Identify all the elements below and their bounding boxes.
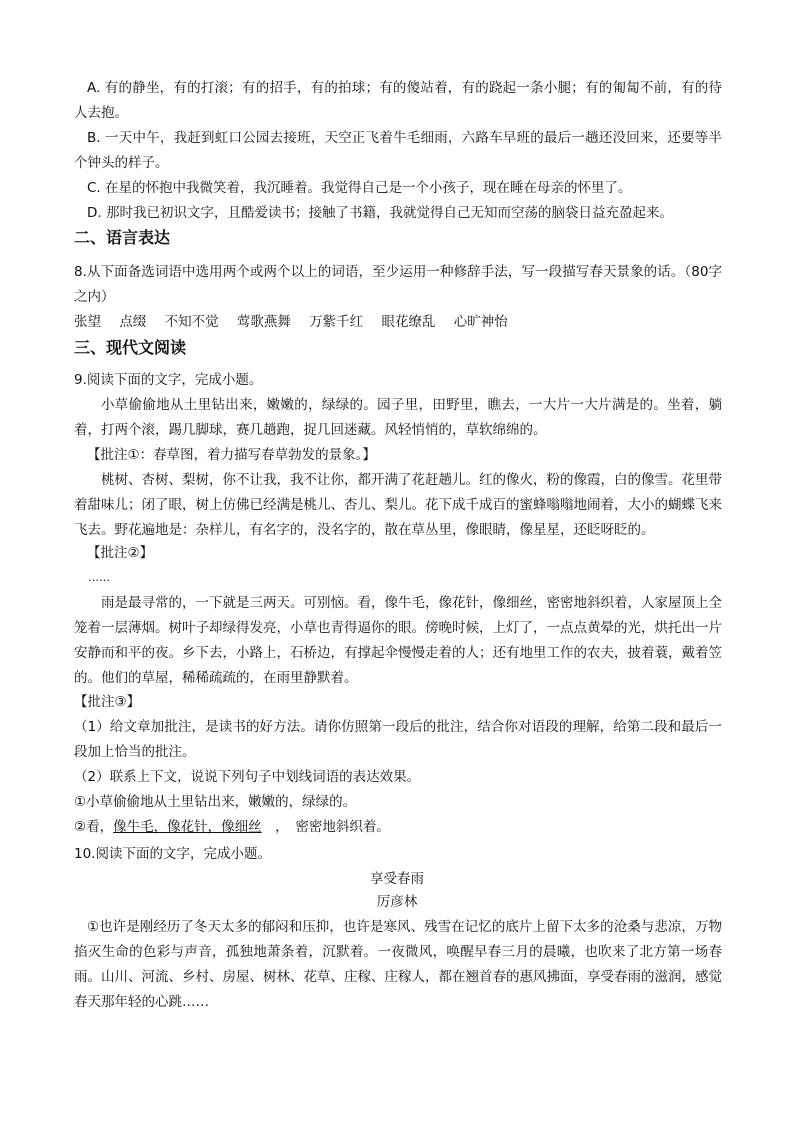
passage-paragraph-1: 小草偷偷地从土里钻出来，嫩嫩的，绿绿的。园子里，田野里，瞧去，一大片一大片满是的。坐着，躺着，打两个滚，踢几脚球，赛几趟跑，捉几回迷藏。风轻悄悄的，草软绵绵的。 [74, 397, 722, 438]
word-option: 点缀 [119, 314, 147, 330]
word-option: 眼花缭乱 [381, 314, 436, 330]
word-option: 张望 [74, 314, 101, 330]
article-author: 厉彦林 [376, 894, 418, 910]
sub-question-2: （2）联系上下文，说说下列句子中划线词语的表达效果。 [74, 769, 421, 785]
word-option: 不知不觉 [164, 314, 219, 330]
word-option: 万紫千红 [309, 314, 364, 330]
question-9: 9.阅读下面的文字，完成小题。 [74, 372, 263, 388]
sub-question-1: （1）给文章加批注，是读书的好方法。请你仿照第一段后的批注，结合你对语段的理解，给第二段和最后一段加上恰当的批注。 [74, 719, 722, 760]
option-d: D. 那时我已初识文字，且酷爱读书；接触了书籍，我就觉得自己无知而空荡的脑袋日益充盈起来。 [87, 205, 673, 221]
option-a: A. 有的静坐，有的打滚；有的招手，有的拍球；有的傻站着，有的跷起一条小腿；有的匍匐不前，有的待人去抱。 [74, 80, 722, 121]
section-heading-language: 二、语言表达 [74, 228, 171, 247]
article-title: 享受春雨 [370, 871, 424, 887]
annotation-1: 【批注①：春草图，着力描写春草勃发的景象。】 [87, 447, 376, 463]
section-heading-reading: 三、现代文阅读 [74, 338, 187, 357]
sentence-2-suffix: ， 密密地斜织着。 [261, 819, 390, 835]
word-option: 莺歌燕舞 [236, 314, 291, 330]
ellipsis: …… [88, 571, 110, 584]
word-options [74, 310, 522, 334]
sentence-2 [74, 815, 390, 839]
word-option: 心旷神怡 [453, 314, 508, 330]
question-8: 8.从下面备选词语中选用两个或两个以上的词语，至少运用一种修辞手法，写一段描写春天景象的话。（80字之内） [74, 264, 722, 305]
option-c: C. 在星的怀抱中我微笑着，我沉睡着。我觉得自己是一个小孩子，现在睡在母亲的怀里了。 [87, 180, 632, 196]
underlined-phrase: 像牛毛，像花针，像细丝 [113, 819, 262, 835]
question-10: 10.阅读下面的文字，完成小题。 [74, 846, 271, 862]
sentence-1: ①小草偷偷地从土里钻出来，嫩嫩的，绿绿的。 [74, 794, 357, 810]
passage-paragraph-3: 雨是最寻常的，一下就是三两天。可别恼。看，像牛毛，像花针，像细丝，密密地斜织着，人家屋顶上全笼着一层薄烟。树叶子却绿得发亮，小草也青得逼你的眼。傍晚时候，上灯了，一点点黄晕的光，烘托出一片安静而和平的夜。乡下去，小路上，石桥边，有撑起伞慢慢走着的人；还有地里工作的农夫，披着蓑，戴着笠的。他们的草屋，稀稀疏疏的，在雨里静默着。 [74, 595, 722, 686]
option-b: B. 一天中午，我赶到虹口公园去接班，天空正飞着牛毛细雨，六路车早班的最后一趟还没回来，还要等半个钟头的样子。 [74, 130, 722, 171]
annotation-3: 【批注③】 [74, 694, 141, 710]
annotation-2: 【批注②】 [87, 545, 154, 561]
passage-paragraph-2: 桃树、杏树、梨树，你不让我，我不让你，都开满了花赶趟儿。红的像火，粉的像霞，白的像雪。花里带着甜味儿；闭了眼，树上仿佛已经满是桃儿、杏儿、梨儿。花下成千成百的蜜蜂嗡嗡地闹着，大小的蝴蝶飞来飞去。野花遍地是：杂样儿，有名字的，没名字的，散在草丛里，像眼睛，像星星，还眨呀眨的。 [74, 472, 722, 538]
sentence-2-prefix: ②看， [74, 819, 114, 835]
article-paragraph-1: ①也许是刚经历了冬天太多的郁闷和压抑，也许是寒风、残雪在记忆的底片上留下太多的沧桑与悲凉，万物掐灭生命的色彩与声音，孤独地萧条着，沉默着。一夜微风，唤醒早春三月的晨曦，也吹来了北方第一场春雨。山川、河流、乡村、房屋、树林、花草、庄稼、庄稼人，都在翘首春的惠风拂面，享受春雨的滋润，感觉春天那年轻的心跳…… [74, 919, 722, 1010]
